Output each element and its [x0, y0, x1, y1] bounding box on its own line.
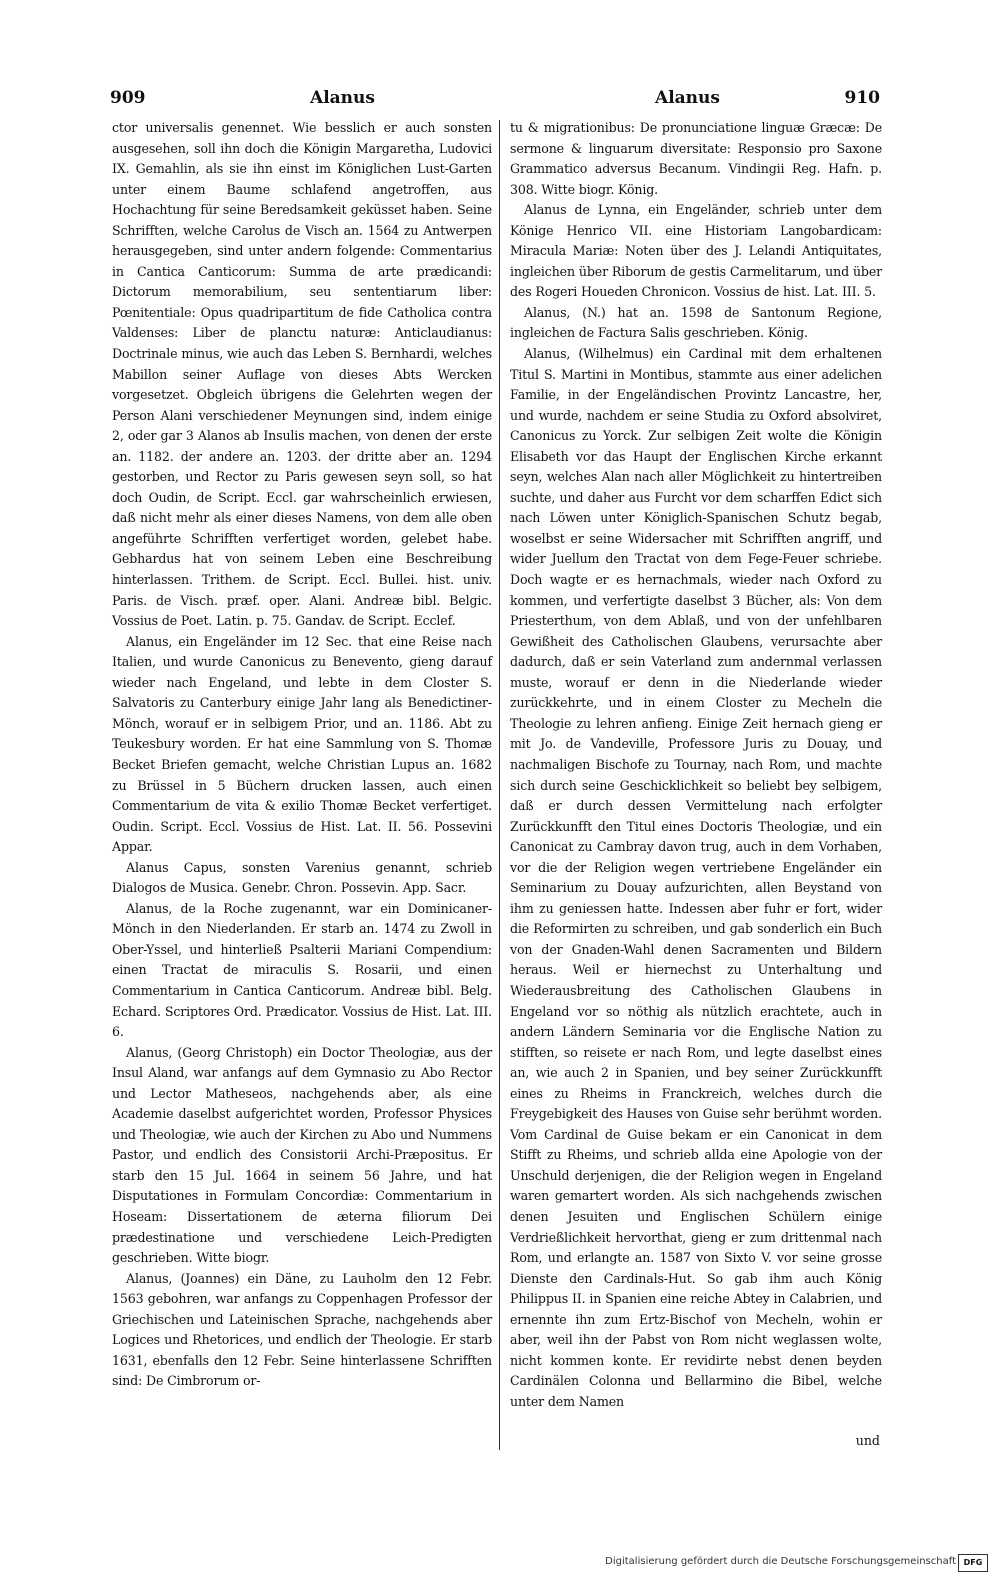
page-number-left: 909	[110, 88, 146, 108]
left-column	[112, 118, 492, 1392]
running-title-right: Alanus	[655, 88, 720, 108]
entry-paragraph: Alanus, (N.) hat an. 1598 de Santonum Regione, ingleichen de Factura Salis geschrieben. König.	[510, 304, 882, 341]
dfg-logo: DFG	[958, 1554, 988, 1572]
catchword: und	[855, 1433, 880, 1448]
entry-paragraph: Alanus de Lynna, ein Engeländer, schrieb unter dem Könige Henrico VII. eine Historiam Langobardicam: Miracula Mariæ: Noten über des J. Lelandi Antiquitates, ingleichen über Riborum de gestis Carmelitarum, und über des Rogeri Houeden Chronicon. Vossius de hist. Lat. III. 5.	[510, 202, 882, 300]
entry-paragraph: Alanus, (Joannes) ein Däne, zu Lauholm den 12 Febr. 1563 gebohren, war anfangs zu Coppenhagen Professor der Griechischen und Lateinischen Sprache, nachgehends aber Logices und Rhetorices, und endlich der Theologie. Er starb 1631, ebenfalls den 12 Febr. Seine hinterlassene Schrifften sind: De Cimbrorum or-	[112, 1270, 492, 1389]
page-header	[110, 84, 880, 114]
entry-paragraph: Alanus Capus, sonsten Varenius genannt, schrieb Dialogos de Musica. Genebr. Chron. Possevin. App. Sacr.	[112, 859, 492, 896]
column-divider	[499, 120, 500, 1450]
funding-credit: Digitalisierung gefördert durch die Deutsche Forschungsgemeinschaft	[605, 1556, 956, 1567]
entry-paragraph: Alanus, ein Engeländer im 12 Sec. that eine Reise nach Italien, und wurde Canonicus zu Benevento, gieng darauf wieder nach Engeland, und lebte in dem Closter S. Salvatoris zu Canterbury einige Jahr lang als Benedictiner-Mönch, worauf er in selbigem Prior, und an. 1186. Abt zu Teukesbury worden. Er hat eine Sammlung von S. Thomæ Becket Briefen gemacht, welche Christian Lupus an. 1682 zu Brüssel in 5 Büchern drucken lassen, auch einen Commentarium de vita & exilio Thomæ Becket verfertiget. Oudin. Script. Eccl. Vossius de Hist. Lat. II. 56. Possevini Appar.	[112, 633, 492, 855]
digitization-footer	[0, 1552, 1000, 1574]
running-title-left: Alanus	[310, 88, 375, 108]
entry-paragraph: Alanus, (Georg Christoph) ein Doctor Theologiæ, aus der Insul Aland, war anfangs auf dem Gymnasio zu Abo Rector und Lector Matheseos, nachgehends aber, als eine Academie daselbst aufgerichtet worden, Professor Physices und Theologiæ, wie auch der Kirchen zu Abo und Nummens Pastor, und endlich des Consistorii Archi-Præpositus. Er starb den 15 Jul. 1664 in seinem 56 Jahre, und hat Disputationes in Formulam Concordiæ: Commentarium in Hoseam: Dissertationem de æterna filiorum Dei prædestinatione und verschiedene Leich-Predigten geschrieben. Witte biogr.	[112, 1044, 492, 1266]
entry-paragraph: tu & migrationibus: De pronunciatione linguæ Græcæ: De sermone & linguarum diversitate: Responsio pro Saxone Grammatico adversus Becanum. Vindingii Reg. Hafn. p. 308. Witte biogr. König.	[510, 120, 882, 197]
entry-paragraph: Alanus, de la Roche zugenannt, war ein Dominicaner-Mönch in den Niederlanden. Er starb an. 1474 zu Zwoll in Ober-Yssel, und hinterließ Psalterii Mariani Compendium: einen Tractat de miraculis S. Rosarii, und einen Commentarium in Cantica Canticorum. Andreæ bibl. Belg. Echard. Scriptores Ord. Prædicator. Vossius de Hist. Lat. III. 6.	[112, 900, 492, 1040]
right-column	[510, 118, 882, 1412]
entry-paragraph: ctor universalis genennet. Wie besslich er auch sonsten ausgesehen, soll ihn doch die Königin Margaretha, Ludovici IX. Gemahlin, als sie ihn einst im Königlichen Lust-Garten unter einem Baume schlafend angetroffen, aus Hochachtung für seine Beredsamkeit geküsset haben. Seine Schrifften, welche Carolus de Visch an. 1564 zu Antwerpen herausgegeben, sind unter andern folgende: Commentarius in Cantica Canticorum: Summa de arte prædicandi: Dictorum memorabilium, seu sententiarum liber: Pœnitentiale: Opus quadripartitum de fide Catholica contra Valdenses: Liber de planctu naturæ: Anticlaudianus: Doctrinale minus, wie auch das Leben S. Bernhardi, welches Mabillon seiner Auflage von dieses Abts Wercken vorgesetzet. Obgleich übrigens die Gelehrten wegen der Person Alani verschiedener Meynungen sind, indem einige 2, oder gar 3 Alanos ab Insulis machen, von denen der erste an. 1182. der andere an. 1203. der dritte aber an. 1294 gestorben, und Rector zu Paris gewesen seyn soll, so hat doch Oudin, de Script. Eccl. gar wahrscheinlich erwiesen, daß nicht mehr als einer dieses Namens, von dem alle oben angeführte Schrifften verfertiget worden, gelebet habe. Gebhardus hat von seinem Leben eine Beschreibung hinterlassen. Trithem. de Script. Eccl. Bullei. hist. univ. Paris. de Visch. præf. oper. Alani. Andreæ bibl. Belgic. Vossius de Poet. Latin. p. 75. Gandav. de Script. Ecclef.	[112, 120, 492, 629]
entry-paragraph: Alanus, (Wilhelmus) ein Cardinal mit dem erhaltenen Titul S. Martini in Montibus, stammte aus einer adelichen Familie, in der Engeländischen Provintz Lancastre, her, und wurde, nachdem er seine Studia zu Oxford absolviret, Canonicus zu Yorck. Zur selbigen Zeit wolte die Königin Elisabeth vor das Haupt der Englischen Kirche erkannt seyn, welches Alan nach aller Möglichkeit zu hintertreiben suchte, und daher aus Furcht vor dem scharffen Edict sich nach Löwen unter Königlich-Spanischen Schutz begab, woselbst er seine Widersacher mit Schrifften angriff, und wider Juellum den Tractat von dem Fege-Feuer schriebe. Doch wagte er es hernachmals, wieder nach Oxford zu kommen, und verfertigte daselbst 3 Bücher, als: Von dem Priesterthum, von dem Ablaß, und von der unfehlbaren Gewißheit des Catholischen Glaubens, verursachte aber dadurch, daß er sein Vaterland zum andernmal verlassen muste, worauf er denn in die Niederlande wieder zurückkehrte, und in einem Closter zu Mecheln die Theologie zu lehren anfieng. Einige Zeit hernach gieng er mit Jo. de Vandeville, Professore Juris zu Douay, und nachmaligen Bischofe zu Tournay, nach Rom, und machte sich durch seine Geschicklichkeit so beliebt bey selbigem, daß er durch dessen Vermittelung nach erfolgter Zurückkunfft den Titul eines Doctoris Theologiæ, und ein Canonicat zu Cambray davon trug, auch in dem Vorhaben, vor die der Religion wegen vertriebene Engeländer ein Seminarium zu Douay aufzurichten, allen Beystand von ihm zu geniessen hatte. Indessen aber fuhr er fort, wider die Reformirten zu schreiben, und gab sonderlich ein Buch von der Gnaden-Wahl denen Sacramenten und Bildern heraus. Weil er hiernechst zu Unterhaltung und Wiederausbreitung des Catholischen Glaubens in Engeland vor so nöthig als nützlich erachtete, auch in andern Ländern Seminaria vor die Englische Nation zu stifften, so reisete er nach Rom, und legte daselbst eines an, wie auch 2 in Spanien, und bey seiner Zurückkunfft eines zu Rheims in Franckreich, welches durch die Freygebigkeit des Hauses von Guise sehr berühmt worden. Vom Cardinal de Guise bekam er ein Canonicat in dem Stifft zu Rheims, und schrieb allda eine Apologie von der Unschuld derjenigen, die der Religion wegen in Engeland waren gemartert worden. Als sich nachgehends zwischen denen Jesuiten und Englischen Schülern einige Verdrießlichkeit hervorthat, gieng er zum drittenmal nach Rom, und erlangte an. 1587 von Sixto V. vor seine grosse Dienste den Cardinals-Hut. So gab ihm auch König Philippus II. in Spanien eine reiche Abtey in Calabrien, und ernennte ihn zum Ertz-Bischof von Mecheln, wohin er aber, weil ihn der Pabst von Rom nicht weglassen wolte, nicht kommen konte. Er revidirte nebst denen beyden Cardinälen Colonna und Bellarmino die Bibel, welche unter dem Namen	[510, 346, 882, 1409]
page-number-right: 910	[844, 88, 880, 108]
